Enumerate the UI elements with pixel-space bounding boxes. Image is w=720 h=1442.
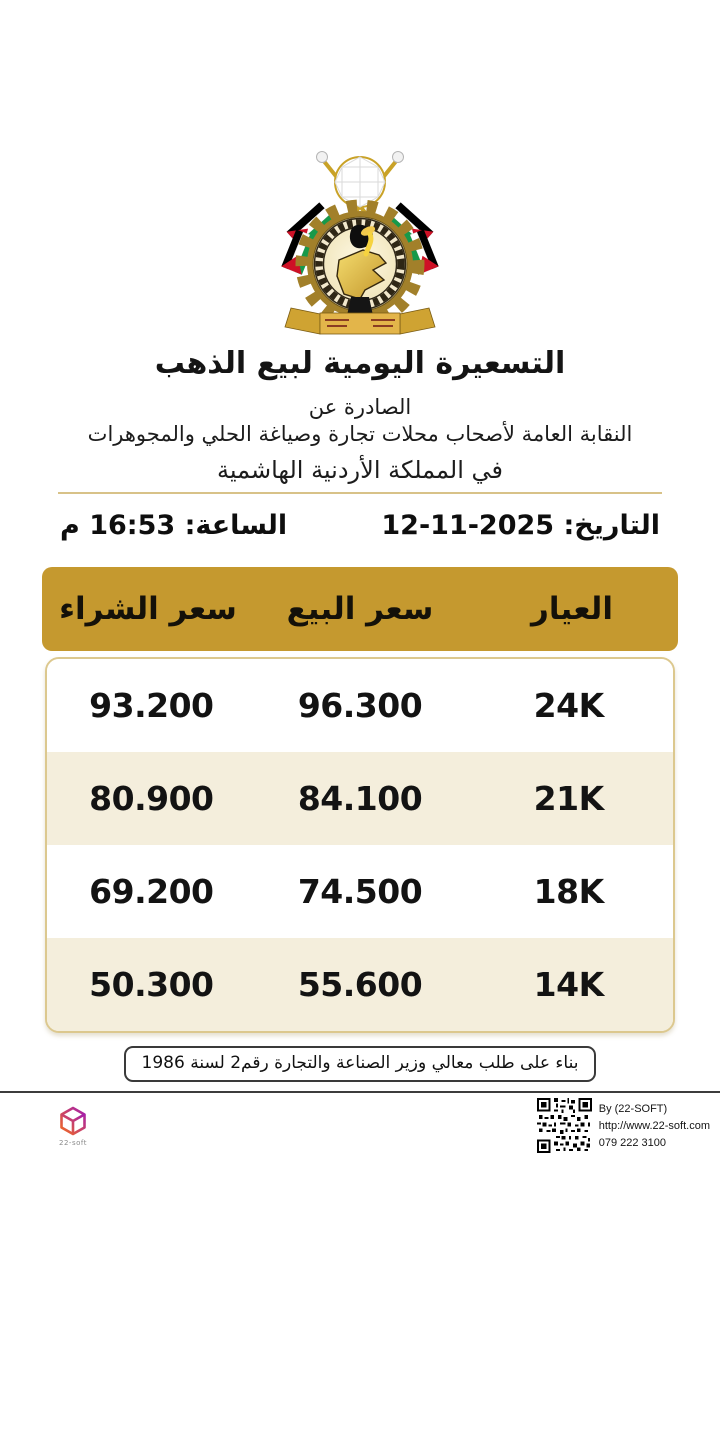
datetime-row: [0, 510, 720, 541]
cell-buy-21K: 80.900: [89, 779, 214, 818]
issued-by-line: الصادرة عن: [308, 395, 412, 419]
vendor-url-link[interactable]: http://www.22-soft.com: [598, 1120, 710, 1133]
table-row-14K: [47, 938, 673, 1031]
vendor-bar: [0, 1093, 720, 1153]
country-line: في المملكة الأردنية الهاشمية: [216, 456, 504, 484]
cell-karat-21K: 21K: [533, 779, 604, 818]
table-row-24K: [47, 659, 673, 752]
cell-sell-14K: 55.600: [297, 965, 423, 1004]
cell-sell-24K: 96.300: [297, 686, 423, 725]
vendor-phone: 079 222 3100: [598, 1137, 667, 1150]
time-field: [60, 510, 287, 541]
column-header-karat: العيار: [531, 591, 613, 627]
vendor-logo-label: 22-soft: [59, 1139, 87, 1147]
cell-karat-24K: 24K: [533, 686, 604, 725]
syndicate-emblem-graphic: [275, 142, 445, 338]
ministerial-note: بناء على طلب معالي وزير الصناعة والتجارة رقم2 لسنة 1986: [124, 1046, 597, 1082]
column-header-sell-price: سعر البيع: [286, 591, 434, 627]
vendor-contact-block: [537, 1098, 710, 1153]
time-value: 16:53 م: [60, 510, 176, 541]
date-value: 12-11-2025: [381, 510, 555, 541]
price-table-header: [42, 567, 678, 651]
cell-karat-18K: 18K: [533, 872, 604, 911]
cell-karat-14K: 14K: [533, 965, 604, 1004]
date-label: التاريخ:: [563, 510, 660, 541]
organization-line: النقابة العامة لأصحاب محلات تجارة وصياغة الحلي والمجوهرات: [87, 422, 633, 446]
cell-buy-18K: 69.200: [89, 872, 214, 911]
gold-price-bulletin: [0, 142, 720, 1442]
qr-code-icon: [537, 1098, 592, 1153]
vendor-by-line: By (22-SOFT): [598, 1103, 668, 1115]
diamond-ball-icon: [335, 157, 385, 207]
vendor-logo: [56, 1104, 90, 1147]
cell-sell-21K: 84.100: [297, 779, 423, 818]
cube-logo-icon: [56, 1104, 90, 1138]
syndicate-emblem: [275, 142, 445, 342]
note-wrap: [0, 1046, 720, 1082]
table-row-21K: [47, 752, 673, 845]
page-title: التسعيرة اليومية لبيع الذهب: [154, 346, 566, 381]
cell-buy-14K: 50.300: [89, 965, 214, 1004]
price-table-body: [45, 657, 675, 1033]
cell-buy-24K: 93.200: [89, 686, 214, 725]
date-field: [381, 510, 660, 541]
cell-sell-18K: 74.500: [297, 872, 423, 911]
ribbon-banner-icon: [285, 297, 435, 334]
vendor-contact-text: [599, 1098, 710, 1152]
time-label: الساعة:: [184, 510, 288, 541]
column-header-buy-price: سعر الشراء: [59, 591, 237, 627]
gold-divider: [58, 492, 662, 494]
table-row-18K: [47, 845, 673, 938]
